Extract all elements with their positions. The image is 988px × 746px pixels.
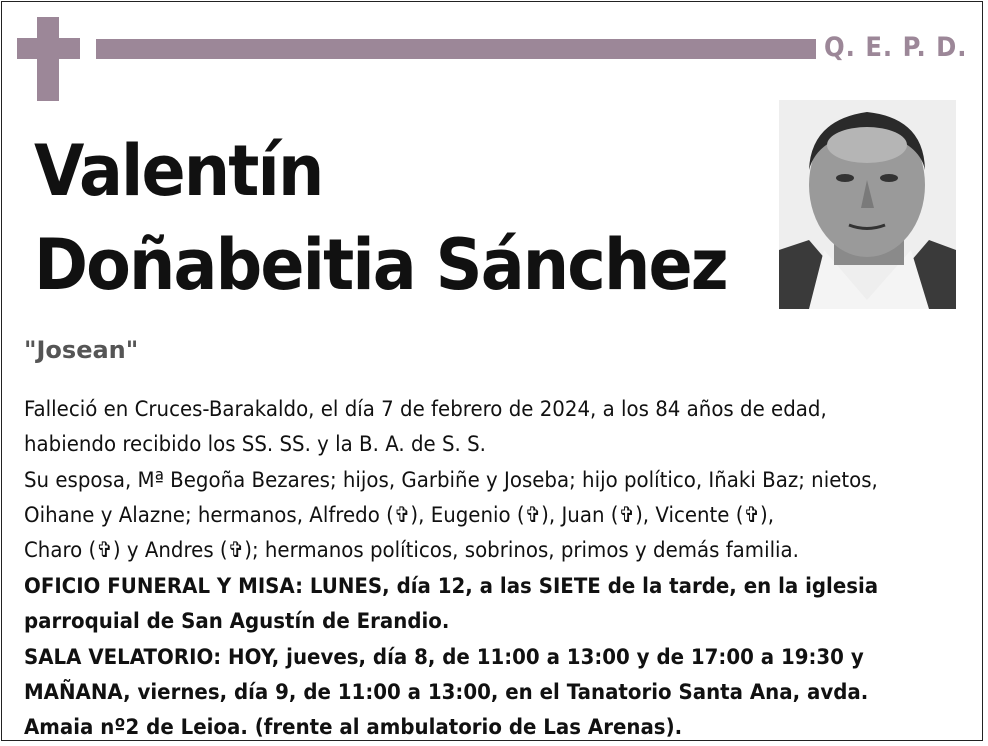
qepd-label: Q. E. P. D. xyxy=(824,32,968,63)
deceased-first-name: Valentín xyxy=(34,130,323,212)
wake-paragraph xyxy=(24,640,889,745)
wake-line: MAÑANA, viernes, día 9, de 11:00 a 13:00, en el Tanatorio Santa Ana, avda. xyxy=(24,680,869,705)
funeral-line: OFICIO FUNERAL Y MISA: LUNES, día 12, a las SIETE de la tarde, en la iglesia xyxy=(24,574,879,599)
family-text: Charo ( xyxy=(24,538,97,563)
cross-icon: ✞ xyxy=(618,503,636,528)
cross-icon: ✞ xyxy=(524,503,542,528)
header-bar xyxy=(96,39,816,59)
death-paragraph xyxy=(24,392,889,462)
notice-body xyxy=(24,392,889,745)
funeral-line: parroquial de San Agustín de Erandio. xyxy=(24,609,450,634)
family-paragraph xyxy=(24,463,889,568)
deceased-surnames: Doñabeitia Sánchez xyxy=(34,224,727,306)
death-line: Falleció en Cruces-Barakaldo, el día 7 de febrero de 2024, a los 84 años de edad, xyxy=(24,397,827,422)
cross-icon: ✞ xyxy=(96,538,113,563)
family-text: ), Vicente ( xyxy=(635,503,744,528)
family-text: ), xyxy=(760,503,775,528)
family-text: ), Juan ( xyxy=(541,503,619,528)
portrait-photo xyxy=(779,100,956,309)
funeral-paragraph xyxy=(24,569,889,639)
family-text: ) y Andres ( xyxy=(112,538,228,563)
cross-icon: ✞ xyxy=(227,538,245,563)
cross-icon: ✞ xyxy=(743,503,761,528)
wake-line: Amaia nº2 de Leioa. (frente al ambulatorio de Las Arenas). xyxy=(24,715,683,740)
nickname: "Josean" xyxy=(24,336,139,364)
family-text: ); hermanos políticos, sobrinos, primos y demás familia. xyxy=(244,538,799,563)
family-line: Su esposa, Mª Begoña Bezares; hijos, Garbiñe y Joseba; hijo político, Iñaki Baz; nietos, xyxy=(24,468,878,493)
death-line: habiendo recibido los SS. SS. y la B. A. de S. S. xyxy=(24,432,486,457)
family-text: ), Eugenio ( xyxy=(410,503,525,528)
cross-icon: ✞ xyxy=(393,503,411,528)
wake-line: SALA VELATORIO: HOY, jueves, día 8, de 11:00 a 13:00 y de 17:00 a 19:30 y xyxy=(24,645,864,670)
family-text: Oihane y Alazne; hermanos, Alfredo ( xyxy=(24,503,394,528)
